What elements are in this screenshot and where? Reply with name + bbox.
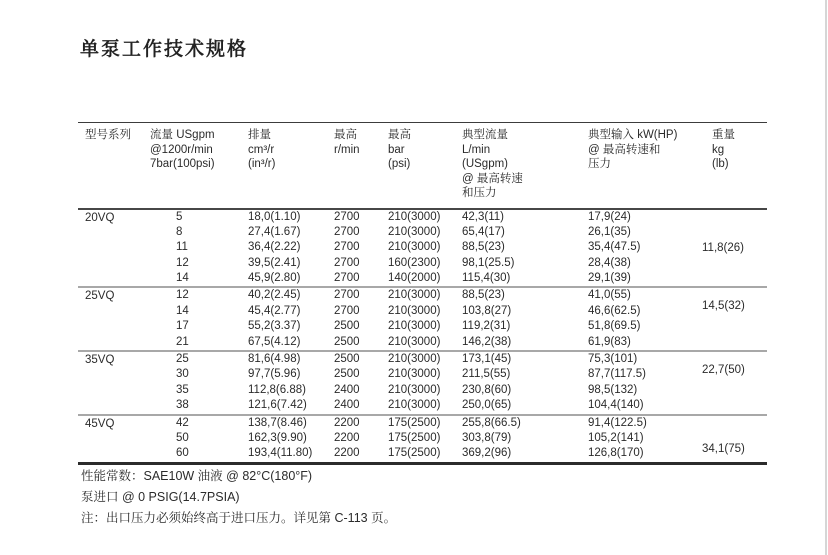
cell-typical-flow: 42,3(11): [462, 210, 504, 223]
cell-max-speed: 2500: [334, 368, 360, 381]
cell-typical-flow: 119,2(31): [462, 320, 511, 333]
header-displacement: [230, 128, 326, 201]
cell-displacement: 112,8(6.88): [248, 383, 306, 396]
cell-max-speed: 2400: [334, 399, 360, 412]
table-group-45vq: [78, 414, 767, 462]
cell-max-speed: 2700: [334, 272, 360, 285]
table-header: [78, 123, 767, 210]
header-model-series: [78, 128, 148, 201]
cell-typical-input: 17,9(24): [588, 210, 631, 223]
cell-flow: 35: [176, 383, 189, 396]
cell-displacement: 67,5(4.12): [248, 335, 301, 348]
header-line: 最高: [388, 129, 411, 141]
header-line: 型号系列: [85, 129, 131, 141]
cell-max-pressure: 140(2000): [388, 272, 441, 285]
table-row: [78, 446, 767, 461]
header-line: L/min: [462, 143, 491, 156]
table-row: [78, 416, 767, 431]
model-series-label: 25VQ: [85, 290, 115, 303]
header-typical-flow: [456, 128, 586, 201]
note-pump-inlet: 泵进口 @ 0 PSIG(14.7PSIA): [81, 490, 240, 504]
weight-value: 34,1(75): [702, 442, 745, 455]
header-max-pressure: [380, 128, 456, 201]
cell-typical-input: 46,6(62.5): [588, 304, 641, 317]
cell-flow: 38: [176, 399, 189, 412]
header-line: 排量: [248, 129, 271, 141]
table-row: [78, 240, 767, 255]
weight-value: 14,5(32): [702, 300, 745, 313]
cell-flow: 12: [176, 289, 189, 302]
cell-flow: 8: [176, 225, 183, 238]
cell-typical-input: 104,4(140): [588, 399, 644, 412]
model-series-label: 45VQ: [85, 417, 115, 430]
cell-flow: 42: [176, 416, 189, 429]
cell-max-speed: 2700: [334, 304, 360, 317]
table-row: [78, 304, 767, 319]
cell-max-pressure: 210(3000): [388, 210, 441, 223]
cell-typical-input: 98,5(132): [588, 383, 638, 396]
header-line: 流量 USgpm: [150, 129, 215, 141]
cell-displacement: 27,4(1.67): [248, 225, 301, 238]
cell-typical-input: 28,4(38): [588, 256, 631, 269]
cell-flow: 50: [176, 431, 189, 444]
cell-displacement: 121,6(7.42): [248, 399, 307, 412]
header-line: 压力: [588, 158, 611, 170]
header-line: cm³/r: [248, 143, 275, 156]
cell-max-pressure: 210(3000): [388, 289, 441, 302]
table-row: [78, 335, 767, 350]
cell-max-speed: 2200: [334, 447, 360, 460]
cell-typical-flow: 146,2(38): [462, 335, 512, 348]
cell-max-speed: 2200: [334, 416, 360, 429]
cell-flow: 12: [176, 256, 189, 269]
note-outlet-pressure: 注：出口压力必须始终高于进口压力。详见第 C-113 页。: [81, 511, 397, 525]
table-row: [78, 256, 767, 271]
header-line: bar: [388, 143, 405, 156]
cell-max-speed: 2400: [334, 383, 360, 396]
cell-flow: 21: [176, 335, 189, 348]
cell-typical-flow: 369,2(96): [462, 447, 512, 460]
cell-max-speed: 2700: [334, 225, 360, 238]
cell-max-pressure: 175(2500): [388, 416, 441, 429]
cell-typical-input: 91,4(122.5): [588, 416, 647, 429]
cell-displacement: 39,5(2.41): [248, 256, 301, 269]
cell-typical-flow: 173,1(45): [462, 353, 512, 366]
cell-max-pressure: 175(2500): [388, 431, 441, 444]
table-row: [78, 271, 767, 286]
model-series-label: 20VQ: [85, 211, 115, 224]
cell-typical-input: 61,9(83): [588, 335, 631, 348]
header-line: @ 最高转速和: [588, 143, 661, 156]
header-line: 和压力: [462, 187, 497, 199]
cell-displacement: 45,4(2.77): [248, 304, 301, 317]
cell-typical-input: 75,3(101): [588, 353, 638, 366]
cell-max-speed: 2200: [334, 431, 360, 444]
table-row: [78, 367, 767, 382]
cell-typical-input: 29,1(39): [588, 272, 631, 285]
cell-flow: 14: [176, 272, 189, 285]
cell-typical-input: 51,8(69.5): [588, 320, 641, 333]
table-row: [78, 398, 767, 413]
cell-max-pressure: 210(3000): [388, 353, 441, 366]
table-group-20vq: [78, 210, 767, 287]
spec-table: [78, 122, 767, 465]
cell-typical-input: 41,0(55): [588, 289, 631, 302]
cell-max-speed: 2700: [334, 241, 360, 254]
cell-flow: 17: [176, 320, 189, 333]
cell-flow: 60: [176, 447, 189, 460]
header-line: r/min: [334, 143, 360, 156]
cell-displacement: 138,7(8.46): [248, 416, 307, 429]
header-max-speed: [326, 128, 380, 201]
cell-typical-flow: 65,4(17): [462, 225, 505, 238]
header-line: 最高: [334, 129, 357, 141]
header-line: kg: [712, 143, 725, 156]
cell-typical-input: 87,7(117.5): [588, 368, 646, 381]
weight-value: 22,7(50): [702, 363, 745, 376]
cell-displacement: 18,0(1.10): [248, 210, 301, 223]
table-row: [78, 288, 767, 303]
cell-typical-flow: 303,8(79): [462, 431, 512, 444]
table-group-25vq: [78, 286, 767, 350]
weight-value: 11,8(26): [702, 241, 744, 254]
header-flow: [148, 128, 230, 201]
header-weight: [698, 128, 767, 201]
header-line: (psi): [388, 158, 411, 170]
cell-max-pressure: 210(3000): [388, 304, 441, 317]
table-row: [78, 352, 767, 367]
header-line: 7bar(100psi): [150, 158, 215, 170]
header-line: @1200r/min: [150, 143, 213, 156]
cell-typical-flow: 103,8(27): [462, 304, 512, 317]
cell-max-pressure: 210(3000): [388, 368, 441, 381]
table-row: [78, 225, 767, 240]
cell-flow: 11: [176, 241, 188, 254]
header-line: (in³/r): [248, 158, 276, 170]
table-row: [78, 319, 767, 334]
page-edge-line: [825, 0, 827, 555]
header-line: @ 最高转速: [462, 172, 523, 185]
cell-max-pressure: 210(3000): [388, 241, 441, 254]
cell-typical-flow: 98,1(25.5): [462, 256, 515, 269]
cell-displacement: 45,9(2.80): [248, 272, 301, 285]
table-row: [78, 210, 767, 225]
table-group-35vq: [78, 350, 767, 414]
cell-typical-input: 35,4(47.5): [588, 241, 641, 254]
header-line: 典型输入 kW(HP): [588, 129, 678, 141]
header-line: 重量: [712, 129, 735, 141]
cell-displacement: 36,4(2.22): [248, 241, 301, 254]
cell-displacement: 81,6(4.98): [248, 353, 301, 366]
cell-max-pressure: 175(2500): [388, 447, 441, 460]
cell-displacement: 193,4(11.80): [248, 447, 313, 460]
cell-max-speed: 2700: [334, 256, 360, 269]
footnotes: [81, 466, 396, 529]
cell-typical-flow: 211,5(55): [462, 368, 511, 381]
cell-typical-flow: 255,8(66.5): [462, 416, 521, 429]
cell-displacement: 55,2(3.37): [248, 320, 301, 333]
cell-displacement: 162,3(9.90): [248, 431, 307, 444]
cell-displacement: 97,7(5.96): [248, 368, 301, 381]
cell-flow: 14: [176, 304, 189, 317]
table-row: [78, 431, 767, 446]
cell-typical-flow: 88,5(23): [462, 289, 505, 302]
cell-max-speed: 2700: [334, 210, 360, 223]
header-typical-input: [586, 128, 698, 201]
cell-typical-flow: 230,8(60): [462, 383, 512, 396]
model-series-label: 35VQ: [85, 354, 115, 367]
cell-typical-input: 126,8(170): [588, 447, 644, 460]
header-line: (lb): [712, 158, 729, 170]
header-line: 典型流量: [462, 129, 508, 141]
cell-max-pressure: 210(3000): [388, 399, 441, 412]
cell-typical-flow: 88,5(23): [462, 241, 505, 254]
cell-max-speed: 2500: [334, 335, 360, 348]
cell-max-pressure: 160(2300): [388, 256, 441, 269]
cell-typical-input: 26,1(35): [588, 225, 631, 238]
cell-max-speed: 2500: [334, 320, 360, 333]
cell-max-pressure: 210(3000): [388, 383, 441, 396]
table-row: [78, 383, 767, 398]
cell-typical-flow: 250,0(65): [462, 399, 512, 412]
cell-max-pressure: 210(3000): [388, 225, 441, 238]
page-title: 单泵工作技术规格: [80, 39, 249, 60]
cell-max-pressure: 210(3000): [388, 320, 441, 333]
cell-max-speed: 2700: [334, 289, 360, 302]
cell-flow: 25: [176, 353, 189, 366]
note-performance-constants: 性能常数：SAE10W 油液 @ 82°C(180°F): [81, 469, 313, 483]
cell-displacement: 40,2(2.45): [248, 289, 301, 302]
cell-typical-flow: 115,4(30): [462, 272, 511, 285]
cell-max-pressure: 210(3000): [388, 335, 441, 348]
cell-flow: 5: [176, 210, 183, 223]
cell-typical-input: 105,2(141): [588, 431, 644, 444]
cell-flow: 30: [176, 368, 189, 381]
cell-max-speed: 2500: [334, 353, 360, 366]
header-line: (USgpm): [462, 158, 509, 170]
